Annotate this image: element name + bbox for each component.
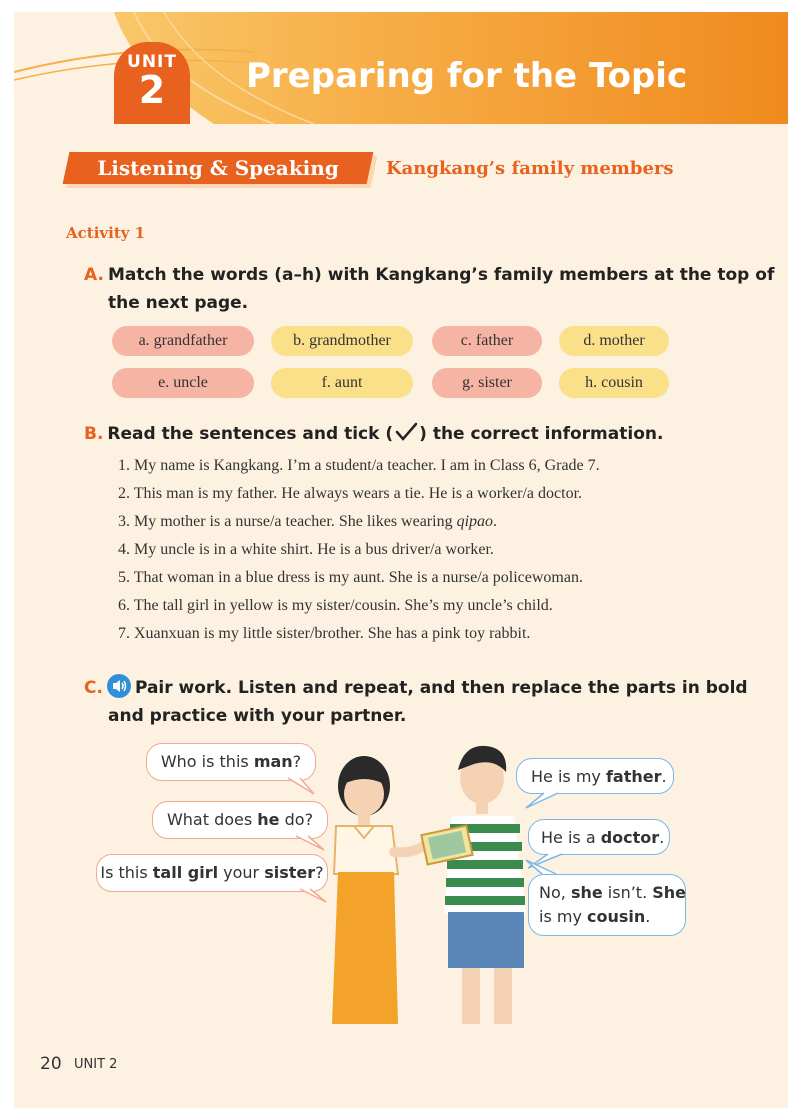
question-c-label: C. xyxy=(84,678,103,698)
unit-label: UNIT xyxy=(127,52,177,72)
word-pill: d. mother xyxy=(559,326,669,356)
activity-heading: Activity 1 xyxy=(66,224,146,242)
speech-bubble-q2: What does he do? xyxy=(152,801,328,839)
word-pill: f. aunt xyxy=(271,368,413,398)
page xyxy=(14,12,788,1108)
page-number: 20 xyxy=(40,1054,62,1074)
question-c-text-line1: Pair work. Listen and repeat, and then replace the parts in bold xyxy=(134,678,748,698)
speech-bubble-q1: Who is this man? xyxy=(146,743,316,781)
sentence-item: 7. Xuanxuan is my little sister/brother. She has a pink toy rabbit. xyxy=(118,625,531,642)
question-b-text-after: ) the correct information. xyxy=(419,424,664,444)
word-pill: b. grandmother xyxy=(271,326,413,356)
speech-bubble-a1: He is my father. xyxy=(516,758,674,794)
sentence-item: 5. That woman in a blue dress is my aunt. She is a nurse/a policewoman. xyxy=(118,569,583,586)
question-a-label: A. xyxy=(84,265,104,285)
word-pill: c. father xyxy=(432,326,542,356)
sentence-item: 1. My name is Kangkang. I’m a student/a teacher. I am in Class 6, Grade 7. xyxy=(118,457,600,474)
speech-bubble-a2: He is a doctor. xyxy=(528,819,670,855)
question-c-text-line2: and practice with your partner. xyxy=(108,706,407,726)
sentence-item: 2. This man is my father. He always wears a tie. He is a worker/a doctor. xyxy=(118,485,583,502)
page-title: Preparing for the Topic xyxy=(246,56,688,96)
question-a-text-line2: the next page. xyxy=(108,293,249,313)
sentence-item: 3. My mother is a nurse/a teacher. She likes wearing qipao. xyxy=(118,513,498,530)
bubble-tails xyxy=(14,12,788,1108)
section-label-text: Listening & Speaking xyxy=(97,156,339,180)
sentence-item: 4. My uncle is in a white shirt. He is a bus driver/a worker. xyxy=(118,541,494,558)
speech-bubble-a3: No, she isn’t. She is my cousin. xyxy=(528,874,686,936)
question-b-label: B. xyxy=(84,424,104,444)
word-pill: g. sister xyxy=(432,368,542,398)
footer-unit: UNIT 2 xyxy=(74,1057,118,1072)
unit-number: 2 xyxy=(138,68,166,112)
question-a-text-line1: Match the words (a–h) with Kangkang’s family members at the top of xyxy=(107,265,775,285)
word-pill: e. uncle xyxy=(112,368,254,398)
word-pill: h. cousin xyxy=(559,368,669,398)
section-subtitle: Kangkang’s family members xyxy=(386,158,674,179)
word-pill: a. grandfather xyxy=(112,326,254,356)
sentence-item: 6. The tall girl in yellow is my sister/cousin. She’s my uncle’s child. xyxy=(118,597,553,614)
speech-bubble-q3: Is this tall girl your sister? xyxy=(96,854,328,892)
question-b-text-before: Read the sentences and tick ( xyxy=(107,424,394,444)
